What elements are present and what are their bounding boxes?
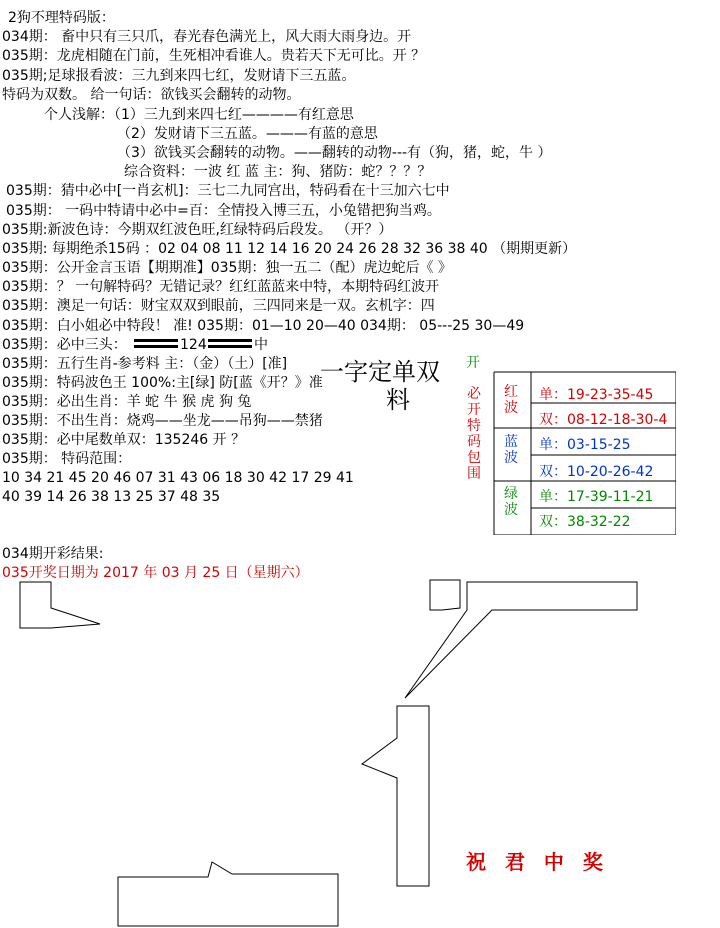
- text-line: 035期：龙虎相随在门前，生死相冲看谁人。贵若天下无可比。开 ？: [2, 48, 426, 64]
- text-line: 035期： 特码范围：: [2, 451, 132, 467]
- text-line: 综合资料：一波 红 蓝 主：狗、猪防：蛇？？？？: [124, 164, 432, 180]
- result-title: 034期开彩结果:: [2, 546, 104, 562]
- wave-label-red: 红波: [504, 384, 518, 416]
- callout-shape-left: [20, 582, 100, 628]
- draw-date: 035开奖日期为 2017 年 03 月 25 日（星期六）: [2, 565, 309, 581]
- text-line: 035期：必中三头：: [2, 337, 127, 353]
- text-line: 035期：必出生肖：羊 蛇 牛 猴 虎 狗 兔: [2, 394, 252, 410]
- text-line: 035期：特码波色王 100%:主[绿] 防[蓝《开？》准: [2, 375, 323, 391]
- text-line: 035期：猜中必中[一肖玄机]：三七二九同宫出，特码看在十三加六七中: [6, 183, 450, 199]
- text-line: 035期：？ 一句解特码？无错记录？红红蓝蓝来中特，本期特码红波开: [2, 279, 440, 295]
- number-list: 10 34 21 45 20 46 07 31 43 06 18 30 42 17 29 41: [2, 470, 354, 486]
- number-list: 40 39 14 26 38 13 25 37 48 35: [2, 489, 221, 505]
- red-double: 双：08-12-18-30-4: [539, 412, 668, 428]
- text-line: 035期: 每期绝杀15码 ：02 04 08 11 12 14 16 20 24 26 28 32 36 38 40 （期期更新）: [2, 241, 577, 257]
- text-line: 特码为双数。 给一句话：欲钱买会翻转的动物。: [2, 87, 301, 103]
- text-line: 035期：澳足一句话：财宝双双到眼前，三四同来是一双。玄机字：四: [2, 298, 435, 314]
- three-heads-suffix: 中: [254, 337, 268, 353]
- green-double: 双：38-32-22: [539, 514, 631, 530]
- page-title: 2狗不理特码版：: [8, 10, 115, 26]
- text-line: 035期： 一码中特请中必中=百：全情投入博三五，小兔错把狗当鸡。: [6, 203, 441, 219]
- text-line: 035期：白小姐必中特段！ 准! 035期：01—10 20—40 034期： 05---25 30—49: [2, 318, 525, 334]
- wave-table-side-label: 必开特码包围: [467, 386, 481, 482]
- blessing: 祝 君 中 奖: [466, 850, 609, 874]
- wave-label-blue: 蓝波: [504, 434, 518, 466]
- text-line: 035期：公开金言玉语【期期准】035期：独一五二（配）虎边蛇后《 》: [2, 260, 452, 276]
- blue-double: 双：10-20-26-42: [539, 464, 654, 480]
- blue-single: 单：03-15-25: [539, 437, 631, 453]
- three-heads-bars: [134, 339, 252, 348]
- red-single: 单：19-23-35-45: [539, 387, 654, 403]
- green-single: 单：17-39-11-21: [539, 489, 654, 505]
- wave-table: [461, 350, 676, 535]
- callout-shape-tall: [362, 706, 429, 886]
- wave-table-open: 开: [466, 355, 480, 371]
- text-line: 035期:新波色诗：今期双红波色旺,红绿特码后段发。 （开？）: [2, 222, 393, 238]
- single-double-title-tail: 料: [386, 386, 410, 414]
- three-heads-value: 124: [180, 337, 207, 353]
- single-double-title: 一字定单双: [320, 358, 440, 386]
- text-line: 035期：不出生肖：烧鸡——坐龙——吊狗——禁猪: [2, 413, 323, 429]
- callout-shape-small: [430, 580, 460, 610]
- text-line: 个人浅解：（1）三九到来四七红————有红意思: [44, 107, 354, 123]
- callout-shape-bottom: [118, 862, 338, 926]
- wave-label-green: 绿波: [504, 486, 518, 518]
- text-line: 035期：五行生肖-参考料 主：（金）（土）[准]: [2, 356, 288, 372]
- text-line: 035期：必中尾数单双：135246 开 ？: [2, 432, 246, 448]
- text-line: 035期;足球报看波：三九到来四七红，发财请下三五蓝。: [2, 68, 356, 84]
- text-line: 034期： 畜中只有三只爪，春光春色满光上，风大雨大雨身边。开: [2, 29, 412, 45]
- callout-shape-wide: [405, 582, 637, 698]
- text-line: （3）欲钱买会翻转的动物。——翻转的动物---有（狗，猪，蛇，牛 ）: [117, 145, 552, 161]
- text-line: （2）发财请下三五蓝。———有蓝的意思: [117, 126, 378, 142]
